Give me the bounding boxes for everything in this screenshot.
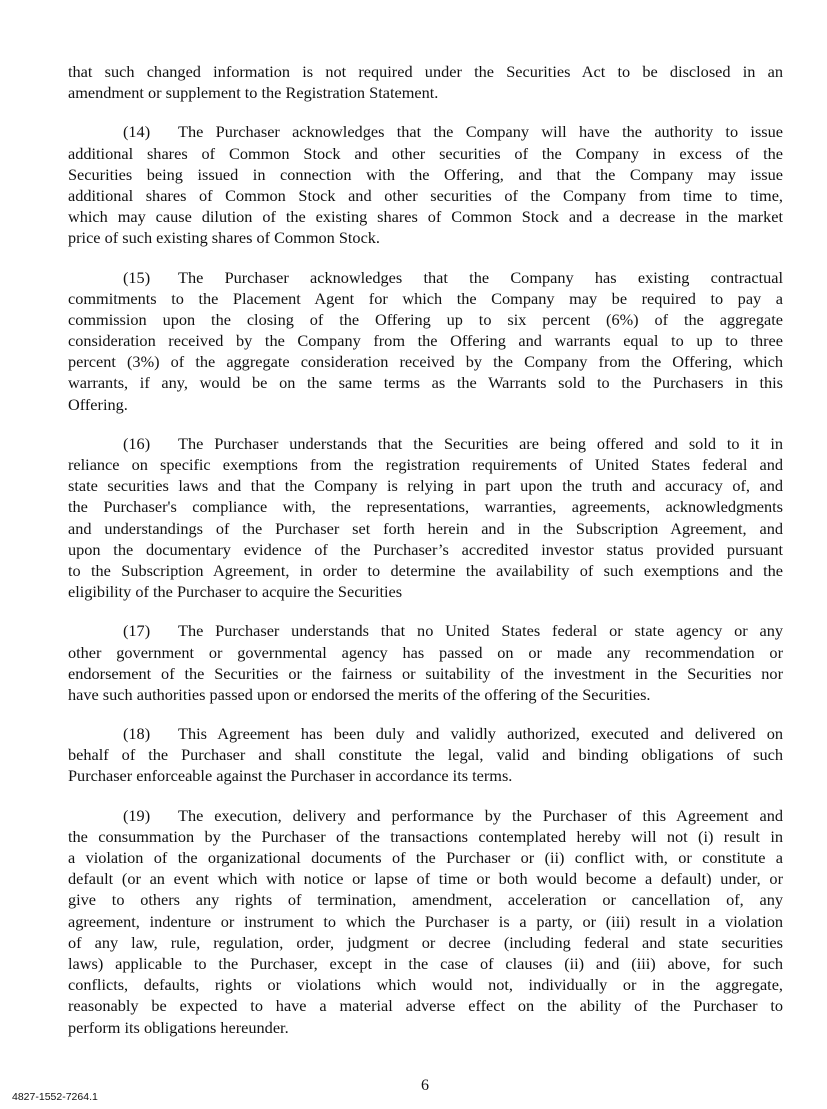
paragraph-17	[68, 620, 783, 705]
text-line: Offering.	[68, 394, 128, 414]
text-line: The Purchaser understands that the Securities are being offered and sold to it in	[178, 433, 783, 453]
paragraph-15	[68, 267, 783, 415]
text-line: additional shares of Common Stock and other securities of the Company from time to time,	[68, 185, 783, 205]
text-line: give to others any rights of termination, amendment, acceleration or cancellation of, any	[68, 890, 783, 910]
text-line: state securities laws and that the Company is relying in part upon the truth and accuracy of, and	[68, 476, 783, 496]
paragraph-number: (14)	[123, 122, 151, 142]
paragraph-16	[68, 433, 783, 603]
text-line: price of such existing shares of Common Stock.	[68, 228, 381, 248]
text-line: have such authorities passed upon or endorsed the merits of the offering of the Securities.	[68, 684, 651, 704]
text-line: perform its obligations hereunder.	[68, 1017, 289, 1037]
text-line: commitments to the Placement Agent for which the Company may be required to pay a	[68, 288, 783, 308]
text-line: conflicts, defaults, rights or violations which would not, individually or in the aggregate,	[68, 975, 783, 995]
paragraph-number: (16)	[123, 433, 151, 453]
paragraph-18	[68, 723, 783, 787]
paragraph-19	[68, 805, 783, 1038]
paragraph-continuation	[68, 61, 783, 103]
text-line: laws) applicable to the Purchaser, except in the case of clauses (ii) and (iii) above, for such	[68, 953, 783, 973]
text-line: endorsement of the Securities or the fairness or suitability of the investment in the Securities nor	[68, 663, 783, 683]
paragraph-number: (15)	[123, 267, 151, 287]
paragraph-number: (18)	[123, 724, 151, 744]
text-line: of any law, rule, regulation, order, judgment or decree (including federal and state securities	[68, 932, 783, 952]
text-line: the Purchaser's compliance with, the representations, warranties, agreements, acknowledgments	[68, 497, 783, 517]
text-line: This Agreement has been duly and validly authorized, executed and delivered on	[178, 724, 783, 744]
paragraph-number: (19)	[123, 805, 151, 825]
text-line: eligibility of the Purchaser to acquire the Securities	[68, 582, 403, 602]
text-line: other government or governmental agency has passed on or made any recommendation or	[68, 642, 783, 662]
text-line: and understandings of the Purchaser set forth herein and in the Subscription Agreement, and	[68, 518, 783, 538]
text-line: that such changed information is not required under the Securities Act to be disclosed in an	[68, 62, 783, 81]
text-line: amendment or supplement to the Registration Statement.	[68, 83, 439, 103]
text-line: the consummation by the Purchaser of the transactions contemplated hereby will not (i) result in	[68, 826, 783, 846]
text-line: upon the documentary evidence of the Purchaser’s accredited investor status provided pursuant	[68, 539, 783, 559]
text-line: which may cause dilution of the existing shares of Common Stock and a decrease in the market	[68, 207, 783, 227]
text-line: The Purchaser understands that no United States federal or state agency or any	[178, 621, 783, 641]
text-line: reliance on specific exemptions from the registration requirements of United States federal and	[68, 455, 783, 474]
text-line: additional shares of Common Stock and other securities of the Company in excess of the	[68, 143, 783, 163]
text-line: consideration received by the Company from the Offering and warrants equal to up to three	[68, 331, 783, 351]
document-id: 4827-1552-7264.1	[12, 1091, 98, 1103]
document-page	[68, 61, 783, 1056]
text-line: Purchaser enforceable against the Purchaser in accordance its terms.	[68, 766, 513, 786]
text-line: default (or an event which with notice or lapse of time or both would become a default) under, or	[68, 869, 783, 889]
text-line: The Purchaser acknowledges that the Company will have the authority to issue	[178, 122, 783, 142]
paragraph-number: (17)	[123, 621, 151, 641]
text-line: reasonably be expected to have a material adverse effect on the ability of the Purchaser to	[68, 996, 783, 1016]
text-line: percent (3%) of the aggregate consideration received by the Company from the Offering, which	[68, 352, 783, 372]
text-line: Securities being issued in connection with the Offering, and that the Company may issue	[68, 164, 783, 184]
paragraph-14	[68, 121, 783, 248]
text-line: agreement, indenture or instrument to which the Purchaser is a party, or (iii) result in a violation	[68, 911, 783, 931]
text-line: warrants, if any, would be on the same terms as the Warrants sold to the Purchasers in this	[68, 373, 783, 393]
text-line: to the Subscription Agreement, in order to determine the availability of such exemptions and the	[68, 560, 783, 580]
text-line: a violation of the organizational documents of the Purchaser or (ii) conflict with, or constitute a	[68, 848, 783, 867]
text-line: The execution, delivery and performance by the Purchaser of this Agreement and	[178, 805, 783, 825]
text-line: The Purchaser acknowledges that the Company has existing contractual	[178, 267, 783, 287]
text-line: commission upon the closing of the Offering up to six percent (6%) of the aggregate	[68, 309, 783, 329]
page-number: 6	[421, 1077, 429, 1094]
text-line: behalf of the Purchaser and shall constitute the legal, valid and binding obligations of such	[68, 745, 783, 765]
